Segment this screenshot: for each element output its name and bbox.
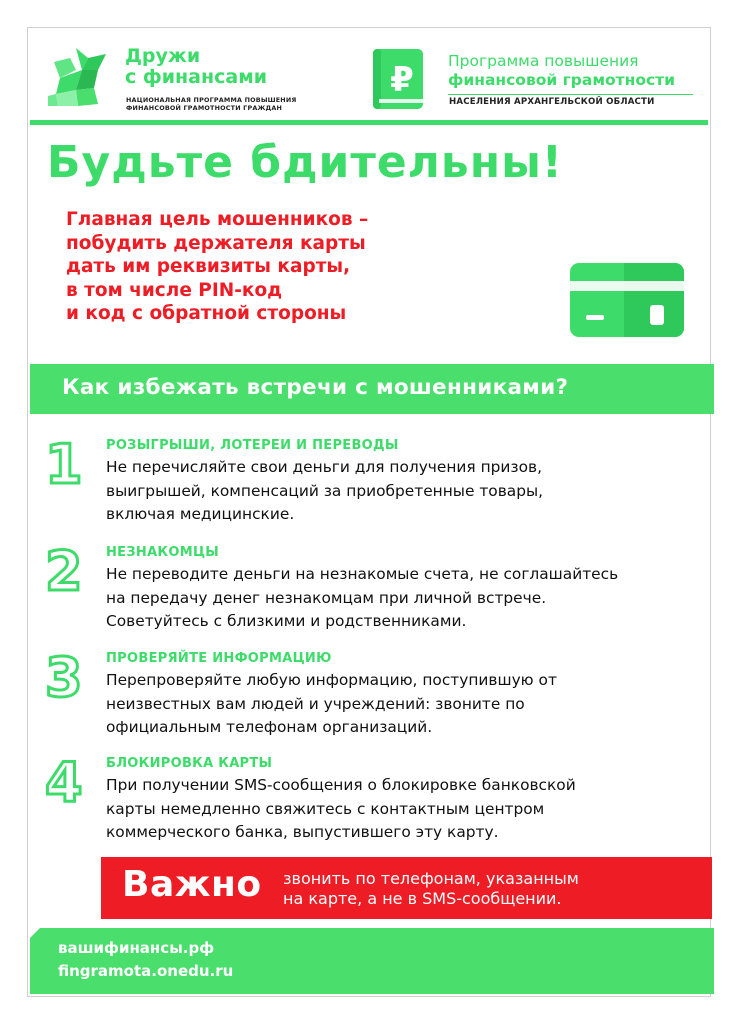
footer-links	[58, 937, 233, 983]
important-text	[283, 869, 579, 909]
page-headline: Будьте бдительны!	[47, 137, 563, 188]
brand-subtitle-line-1: НАЦИОНАЛЬНАЯ ПРОГРАММА ПОВЫШЕНИЯ	[126, 96, 297, 104]
tip-title: НЕЗНАКОМЦЫ	[106, 545, 220, 560]
program-subtitle: НАСЕЛЕНИЯ АРХАНГЕЛЬСКОЙ ОБЛАСТИ	[449, 97, 655, 107]
tip-item-4	[45, 751, 695, 856]
tip-body	[106, 774, 576, 845]
brand-title-line-1: Дружи	[125, 45, 201, 67]
tip-title: ПРОВЕРЯЙТЕ ИНФОРМАЦИЮ	[106, 651, 332, 666]
brand-subtitle	[126, 96, 297, 112]
tip-line: на передачу денег незнакомцам при личной встрече.	[106, 588, 547, 607]
tip-line: выигрышей, компенсаций за приобретенные товары,	[106, 481, 544, 500]
tip-line: карты немедленно свяжитесь с контактным центром	[106, 799, 545, 818]
warning-line: побудить держателя карты	[66, 232, 366, 254]
tip-line: коммерческого банка, выпустившего эту карту.	[106, 823, 499, 841]
tip-item-1	[45, 433, 695, 538]
tip-line: Не переводите деньги на незнакомые счета, не соглашайтесь	[106, 565, 619, 583]
section-title: Как избежать встречи с мошенниками?	[62, 375, 569, 400]
important-label: Важно	[122, 864, 262, 905]
tip-number: 2	[45, 540, 83, 603]
footer-link-vashifinansy[interactable]: вашифинансы.рф	[58, 939, 215, 957]
tip-number: 4	[45, 751, 83, 814]
tip-number: 1	[45, 433, 83, 496]
warning-line: дать им реквизиты карты,	[66, 256, 351, 277]
ruble-book-icon	[371, 47, 427, 111]
brand-title-line-2: с финансами	[125, 66, 268, 88]
bank-card-icon	[570, 263, 684, 337]
brand-subtitle-line-2: ФИНАНСОВОЙ ГРАМОТНОСТИ ГРАЖДАН	[126, 104, 283, 112]
brand-title	[125, 46, 267, 88]
tip-item-3	[45, 646, 695, 751]
warning-line: и код с обратной стороны	[66, 303, 347, 324]
tip-body	[106, 563, 618, 634]
tip-title: БЛОКИРОВКА КАРТЫ	[106, 756, 273, 771]
druzhi-logo-icon	[48, 44, 108, 106]
important-line-2: на карте, а не в SMS-сообщении.	[283, 889, 562, 908]
ruble-symbol: ₽	[390, 60, 414, 100]
tip-title: РОЗЫГРЫШИ, ЛОТЕРЕИ И ПЕРЕВОДЫ	[106, 438, 399, 453]
tip-line: официальным телефонам организаций.	[106, 718, 433, 736]
program-title	[448, 52, 675, 90]
tip-line: Перепроверяйте любую информацию, поступившую от	[106, 671, 557, 689]
program-title-line-1: Программа повышения	[448, 52, 639, 70]
tip-line: Советуйтесь с близкими и родственниками.	[106, 612, 467, 630]
tip-line: неизвестных вам людей и учреждений: звоните по	[106, 694, 525, 713]
program-divider	[448, 94, 693, 95]
important-line-1: звонить по телефонам, указанным	[283, 869, 579, 888]
footer-corner	[30, 928, 40, 938]
header-divider	[30, 120, 708, 125]
warning-text	[66, 208, 368, 326]
warning-line: Главная цель мошенников –	[66, 209, 369, 230]
tip-line: При получении SMS-сообщения о блокировке банковской	[106, 776, 576, 794]
tip-body	[106, 456, 543, 527]
tip-line: включая медицинские.	[106, 505, 295, 523]
tip-line: Не перечисляйте свои деньги для получения призов,	[106, 458, 542, 476]
tip-item-2	[45, 540, 695, 645]
tip-number: 3	[45, 646, 83, 709]
footer-link-fingramota[interactable]: fingramota.onedu.ru	[58, 962, 234, 980]
warning-line: в том числе PIN-код	[66, 279, 283, 301]
program-title-line-2: финансовой грамотности	[448, 71, 676, 89]
tip-body	[106, 669, 557, 740]
